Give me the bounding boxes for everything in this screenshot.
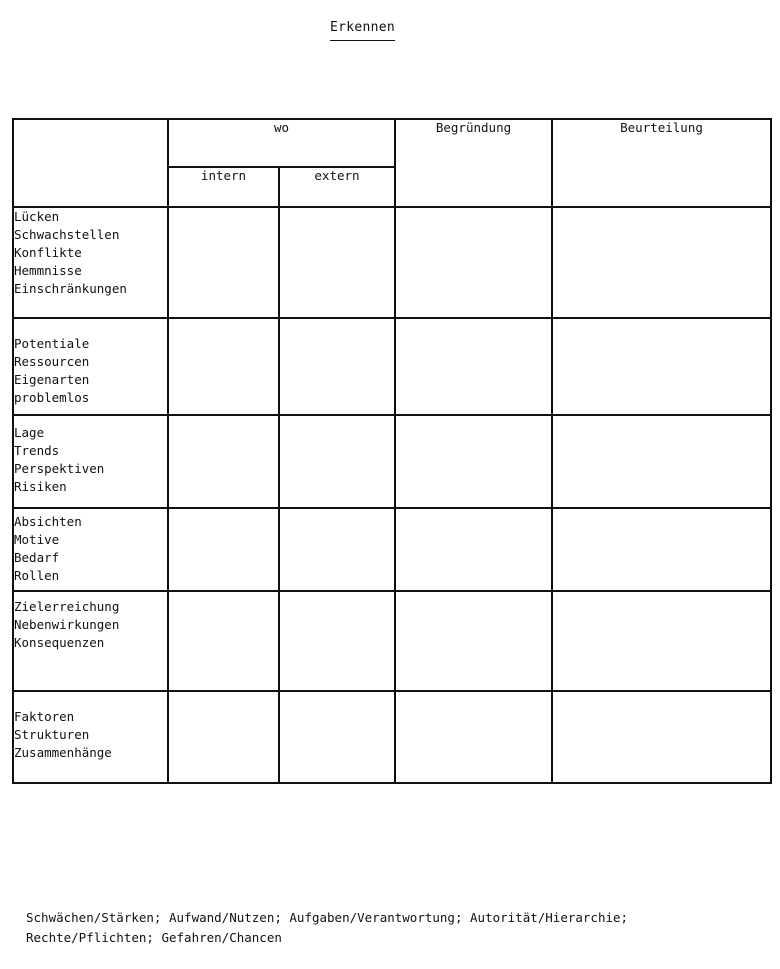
beurteilung-cell[interactable] — [552, 508, 771, 591]
header-wo: wo — [168, 119, 395, 167]
header-corner-cell — [13, 119, 168, 207]
footer-line: Rechte/Pflichten; Gefahren/Chancen — [26, 930, 282, 945]
row-label-line: Trends — [14, 443, 60, 458]
extern-cell[interactable] — [279, 207, 395, 318]
beurteilung-cell[interactable] — [552, 591, 771, 691]
beurteilung-cell[interactable] — [552, 415, 771, 508]
row-label-cell — [13, 207, 168, 318]
row-label-line: Nebenwirkungen — [14, 617, 120, 632]
intern-cell[interactable] — [168, 318, 279, 415]
extern-cell[interactable] — [279, 508, 395, 591]
row-label-line: Risiken — [14, 479, 67, 494]
extern-cell[interactable] — [279, 591, 395, 691]
footer-line: Schwächen/Stärken; Aufwand/Nutzen; Aufgaben/Verantwortung; Autorität/Hierarchie; — [26, 910, 629, 925]
footer-note — [26, 908, 628, 948]
header-extern: extern — [279, 167, 395, 207]
row-label-line: Lücken — [14, 209, 60, 224]
extern-cell[interactable] — [279, 318, 395, 415]
assessment-table — [12, 118, 772, 784]
row-label-cell — [13, 591, 168, 691]
row-label-line: Zielerreichung — [14, 599, 120, 614]
header-beurteilung: Beurteilung — [552, 119, 771, 207]
beurteilung-cell[interactable] — [552, 691, 771, 783]
row-label-line: Bedarf — [14, 550, 60, 565]
intern-cell[interactable] — [168, 508, 279, 591]
row-label-line: problemlos — [14, 390, 90, 405]
row-label-line: Strukturen — [14, 727, 90, 742]
row-label-line: Lage — [14, 425, 45, 440]
table-row — [13, 591, 771, 691]
begruendung-cell[interactable] — [395, 691, 552, 783]
begruendung-cell[interactable] — [395, 591, 552, 691]
header-intern: intern — [168, 167, 279, 207]
extern-cell[interactable] — [279, 691, 395, 783]
row-label-line: Motive — [14, 532, 60, 547]
row-label-line: Hemmnisse — [14, 263, 82, 278]
row-label-cell — [13, 318, 168, 415]
intern-cell[interactable] — [168, 415, 279, 508]
begruendung-cell[interactable] — [395, 415, 552, 508]
page-title: Erkennen — [330, 20, 395, 41]
begruendung-cell[interactable] — [395, 508, 552, 591]
table-row — [13, 207, 771, 318]
begruendung-cell[interactable] — [395, 318, 552, 415]
row-label-cell — [13, 691, 168, 783]
row-label-cell — [13, 508, 168, 591]
row-label-line: Perspektiven — [14, 461, 105, 476]
intern-cell[interactable] — [168, 207, 279, 318]
row-label-line: Eigenarten — [14, 372, 90, 387]
row-label-line: Einschränkungen — [14, 281, 127, 296]
table-row — [13, 318, 771, 415]
beurteilung-cell[interactable] — [552, 207, 771, 318]
row-label-line: Potentiale — [14, 336, 90, 351]
row-label-line: Rollen — [14, 568, 60, 583]
extern-cell[interactable] — [279, 415, 395, 508]
table-row — [13, 415, 771, 508]
intern-cell[interactable] — [168, 691, 279, 783]
row-label-line: Konsequenzen — [14, 635, 105, 650]
table-row — [13, 508, 771, 591]
intern-cell[interactable] — [168, 591, 279, 691]
header-begruendung: Begründung — [395, 119, 552, 207]
table-row — [13, 691, 771, 783]
begruendung-cell[interactable] — [395, 207, 552, 318]
row-label-line: Absichten — [14, 514, 82, 529]
beurteilung-cell[interactable] — [552, 318, 771, 415]
row-label-line: Ressourcen — [14, 354, 90, 369]
row-label-line: Zusammenhänge — [14, 745, 112, 760]
row-label-line: Faktoren — [14, 709, 75, 724]
row-label-line: Schwachstellen — [14, 227, 120, 242]
row-label-cell — [13, 415, 168, 508]
row-label-line: Konflikte — [14, 245, 82, 260]
